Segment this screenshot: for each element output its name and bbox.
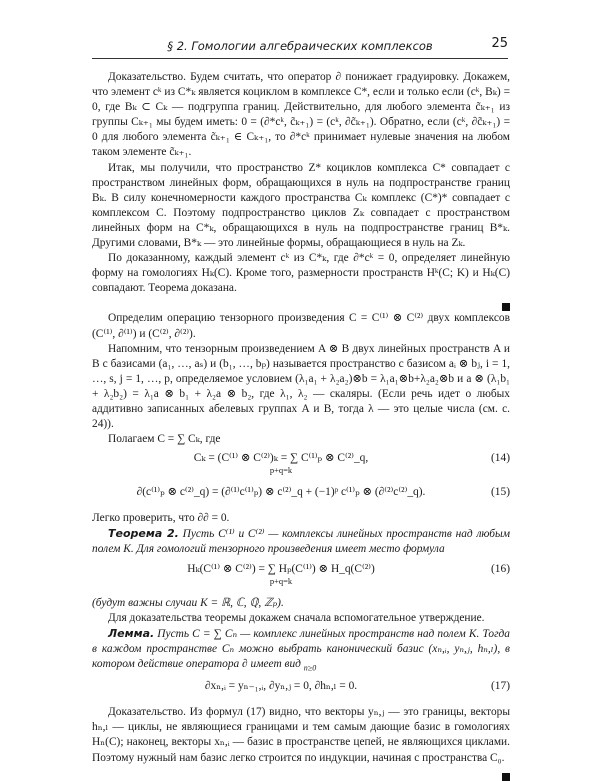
equation-16: [92, 562, 510, 592]
equation-16-subscript: p+q=k: [269, 575, 293, 586]
theorem-2-text: Пусть C⁽¹⁾ и C⁽²⁾ — комплексы линейных пространств над любым полем K. Для гомологий тензорного произведения имеет место формула: [92, 528, 511, 556]
equation-15-number: (15): [491, 486, 510, 499]
equation-16-formula: Hₖ(C⁽¹⁾ ⊗ C⁽²⁾) = ∑ Hₚ(C⁽¹⁾) ⊗ H_q(C⁽²⁾): [187, 562, 375, 575]
running-header: [92, 36, 508, 59]
lemma-label: Лемма.: [108, 626, 155, 640]
equation-15: [92, 485, 510, 507]
theorem-2: [92, 526, 510, 557]
equation-17: [92, 679, 510, 701]
paragraph-6: Полагаем C = ∑ Cₖ, где: [108, 433, 221, 446]
paragraph-proof-1: Доказательство. Будем считать, что оператор ∂ понижает градуировку. Докажем, что элемент cᵏ из C*ₖ является коциклом в комплексе C*, если и только если (cᵏ, Bₖ) = 0, где Bₖ ⊂ Cₖ — подгруппа границ. Действительно, для любого элемента c̃ₖ₊₁ из группы Cₖ₊₁ мы будем иметь: 0 = (∂*cᵏ, c̃ₖ₊₁) = (cᵏ, ∂c̃ₖ₊₁). Обратно, если (cᵏ, ∂c̃ₖ₊₁) = 0 для любого элемента c̃ₖ₊₁ ∈ Cₖ₊₁, то ∂*cᵏ принимает нулевые значения на любом таком элементе c̃ₖ₊₁.: [92, 71, 510, 159]
equation-14-subscript: p+q=k: [269, 465, 293, 476]
equation-14-number: (14): [491, 452, 510, 465]
paragraph-7: Легко проверить, что ∂∂ = 0.: [92, 512, 230, 525]
paragraph-2: Итак, мы получили, что пространство Z* коциклов комплекса C* совпадает с пространством линейных форм, обращающихся в нуль на подпространстве границ Bₖ. В силу конечномерности каждого пространства Cₖ комплекс (C*)* совпадает с комплексом C. Поэтому подпространство циклов Zₖ совпадает с пространством линейных форм на C*ₖ, обращающихся в нуль на подпространстве границ B*ₖ. Другими словами, B*ₖ — это линейные формы, обращающиеся в нуль на Zₖ.: [92, 161, 510, 250]
header-title: § 2. Гомологии алгебраических комплексов: [167, 39, 433, 53]
page-number: 25: [491, 36, 508, 51]
lemma: [92, 626, 510, 676]
paragraph-3: По доказанному, каждый элемент cᵏ из C*ₖ, где ∂*cᵏ = 0, определяет линейную форму на гомологиях Hₖ(C). Кроме того, размерности пространств Hᵏ(C; K) и Hₖ(C) совпадают. Теорема доказана.: [92, 252, 510, 295]
equation-16-number: (16): [491, 562, 510, 575]
paragraph-10: Для доказательства теоремы докажем сначала вспомогательное утверждение.: [108, 611, 485, 624]
lemma-subscript: n≥0: [303, 663, 317, 673]
equation-17-formula: ∂xₙ,ᵢ = yₙ₋₁,ᵢ, ∂yₙ,ⱼ = 0, ∂hₙ,ₗ = 0.: [204, 680, 358, 693]
paragraph-9: (будут важны случаи K = ℝ, ℂ, ℚ, ℤₚ).: [92, 596, 284, 609]
qed-line: [92, 296, 510, 311]
qed-mark-icon: [502, 303, 510, 311]
equation-15-formula: ∂(c⁽¹⁾ₚ ⊗ c⁽²⁾_q) = (∂⁽¹⁾c⁽¹⁾ₚ) ⊗ c⁽²⁾_q + (−1)ᵖ c⁽¹⁾ₚ ⊗ (∂⁽²⁾c⁽²⁾_q).: [136, 486, 426, 499]
equation-14: [92, 451, 510, 481]
equation-14-formula: Cₖ = (C⁽¹⁾ ⊗ C⁽²⁾)ₖ = ∑ C⁽¹⁾ₚ ⊗ C⁽²⁾_q,: [193, 452, 369, 465]
paragraph-5: Напомним, что тензорным произведением A ⊗ B двух линейных пространств A и B с базисами (a₁, …, aₛ) и (b₁, …, bₚ) называется пространство с базисом aᵢ ⊗ bⱼ, i = 1, …, s, j = 1, …, p, определяемое условием (λ₁a₁ + λ₂a₂)⊗b = λ₁a₁⊗b+λ₂a₂⊗b и a ⊗ (λ₁b₁ + λ₂b₂) = λ₁a ⊗ b₁ + λ₂a ⊗ b₂, где λ₁, λ₂ — скаляры. (Если речь идет о любых аддитивно записанных абелевых группах A и B, тогда λ — это целые числа (см. с. 24)).: [92, 342, 510, 431]
equation-17-number: (17): [491, 680, 510, 693]
qed-line-2: [92, 766, 510, 781]
page-body: [92, 70, 510, 781]
qed-mark-icon: [502, 773, 510, 781]
lemma-text: Пусть C = ∑ Cₙ — комплекс линейных пространств над полем K. Тогда в каждом пространстве Cₙ можно выбрать канонический базис (xₙ,ᵢ, yₙ,ⱼ, hₙ,ₗ), в котором действие оператора ∂ имеет вид: [92, 627, 510, 670]
paragraph-proof-lemma: Доказательство. Из формул (17) видно, что векторы yₙ,ⱼ — это границы, векторы hₙ,ₗ — циклы, не являющиеся границами и тем самым дающие базис в гомологиях Hₙ(C); наконец, векторы xₙ,ᵢ — базис в пространстве цепей, не являющихся циклами. Поэтому нужный нам базис легко строится по индукции, начиная с пространства C₀.: [92, 706, 510, 764]
paragraph-4: Определим операцию тензорного произведения C = C⁽¹⁾ ⊗ C⁽²⁾ двух комплексов (C⁽¹⁾, ∂⁽¹⁾) и (C⁽²⁾, ∂⁽²⁾).: [92, 312, 510, 340]
theorem-2-label: Теорема 2.: [108, 527, 179, 541]
